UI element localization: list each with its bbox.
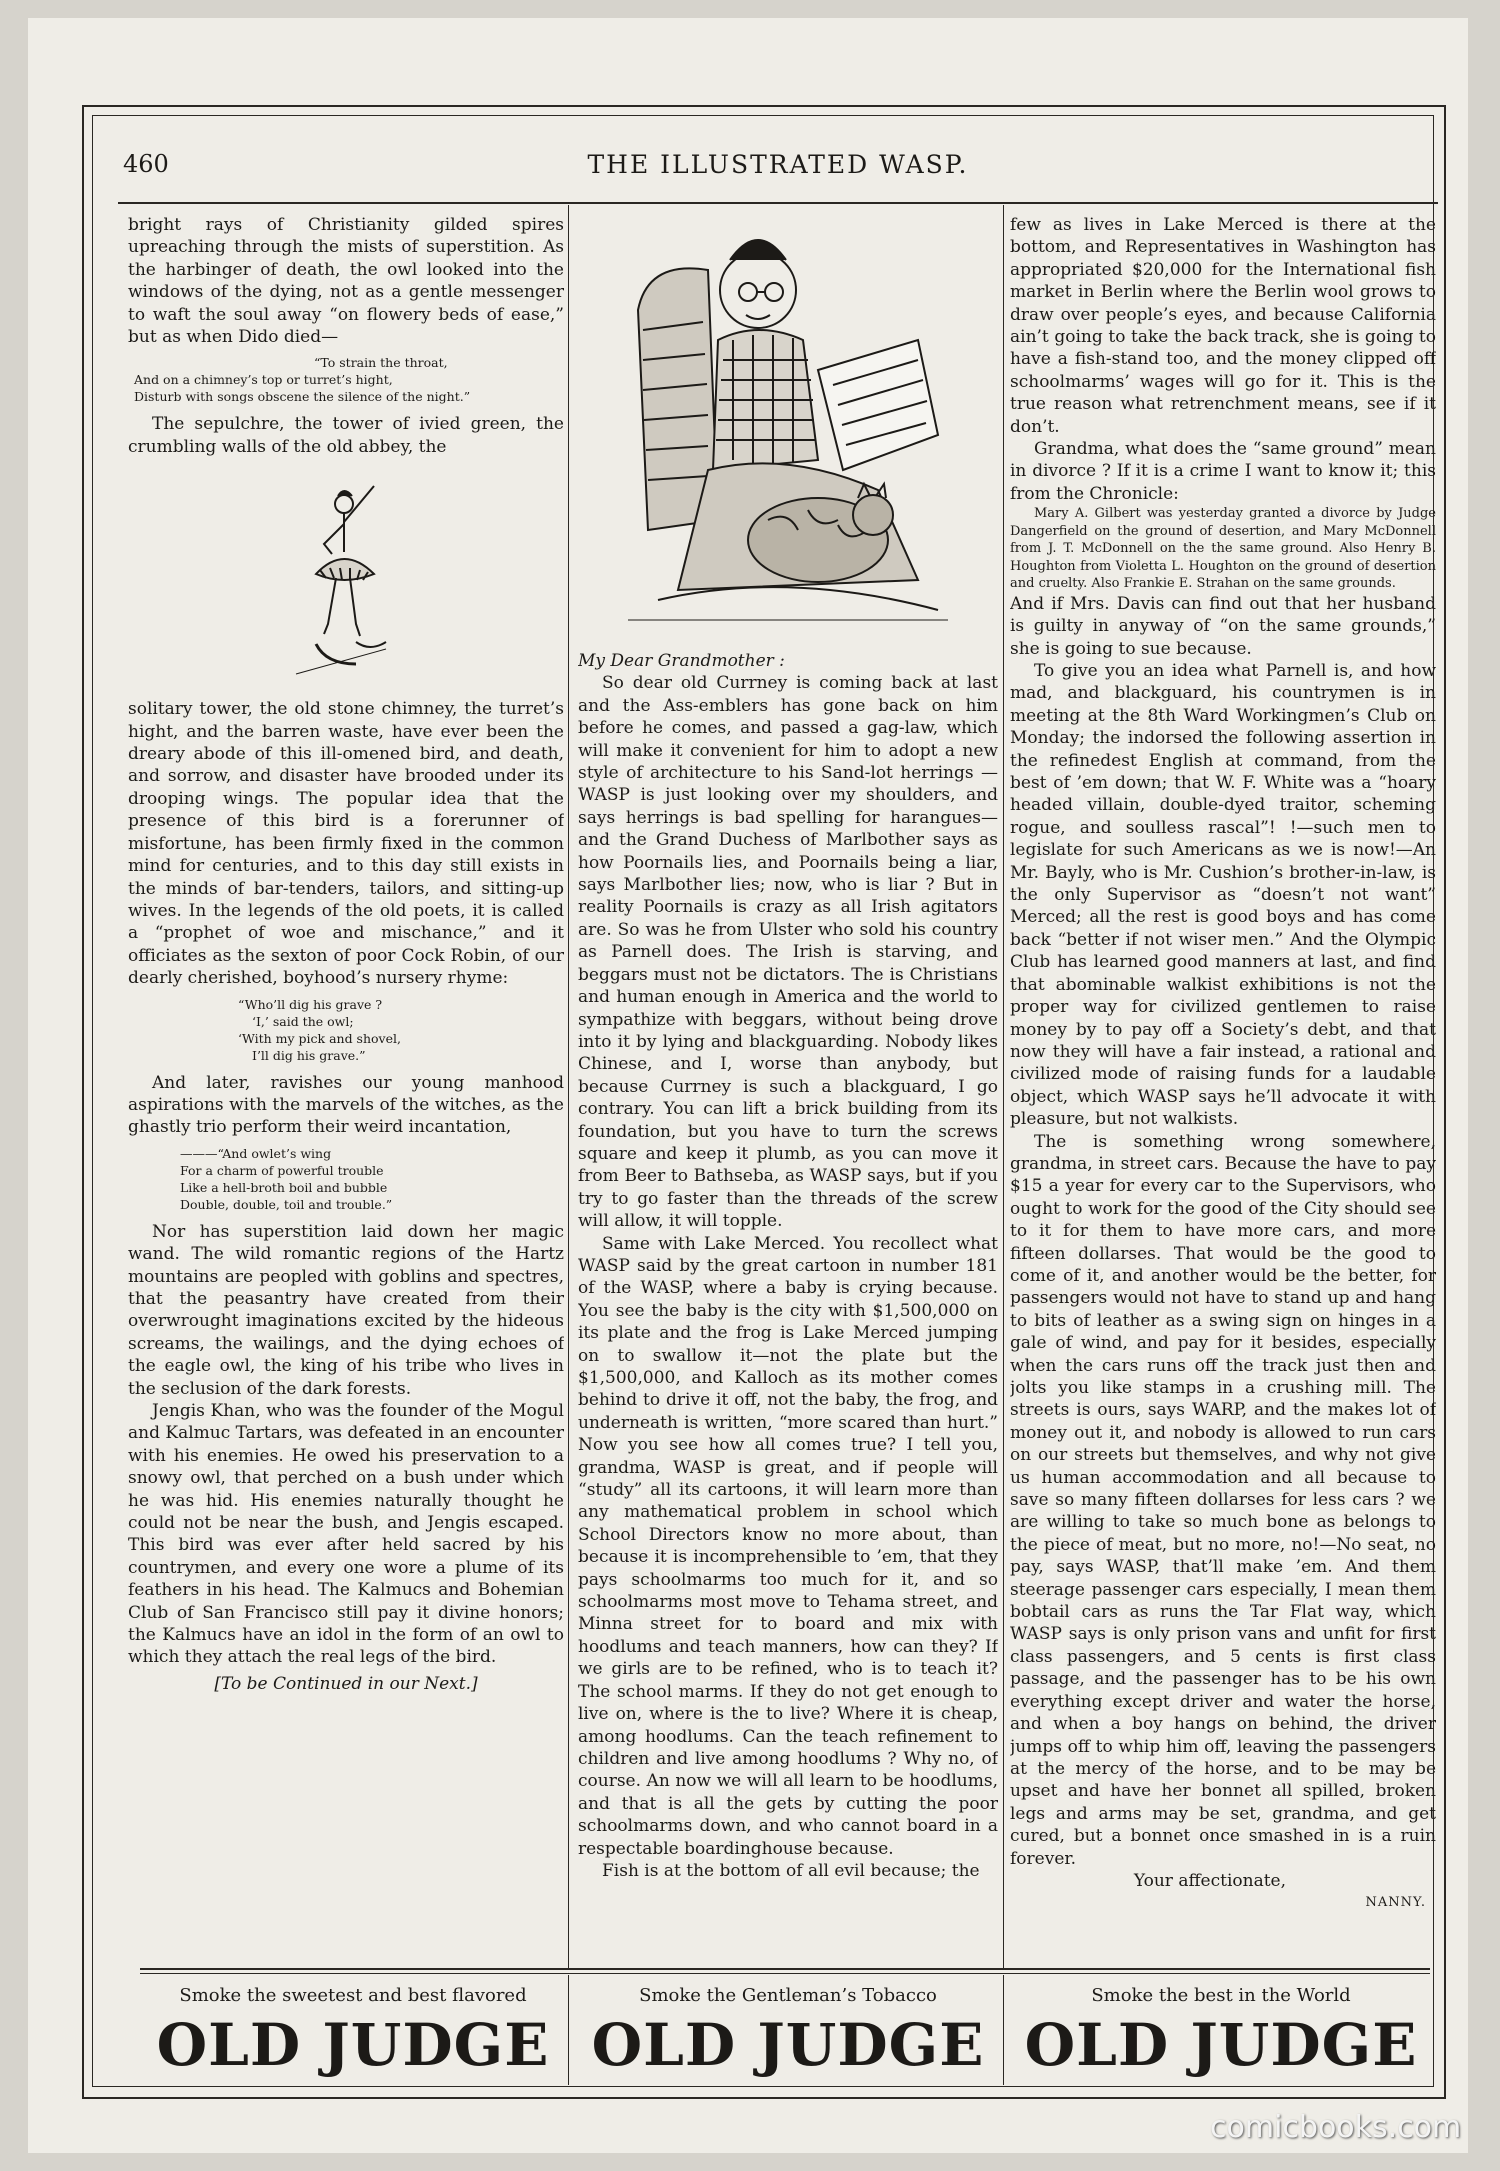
chronicle-quote: Mary A. Gilbert was yesterday granted a divorce by Judge Dangerfield on the ground of desertion, and Mary McDonnell from J. T. McDonnell on the the same ground. Also Henry B. Houghton from Violetta L. Houghton on the ground of desertion and cruelty. Also Frankie E. Strahan on the same grounds. bbox=[1010, 506, 1436, 592]
advert-1-tagline: Smoke the sweetest and best flavored bbox=[179, 1985, 527, 2006]
advert-rule-top bbox=[140, 1968, 1430, 1970]
letter-salutation: My Dear Grandmother : bbox=[578, 651, 785, 671]
advert-1 bbox=[140, 1985, 566, 2078]
col1-paragraph-1: bright rays of Christianity gilded spires upreaching through the mists of superstition. As the harbinger of death, the owl looked into the windows of the dying, not as a gentle messenger to waft the soul away “on flowery beds of ease,” but as when Dido died— bbox=[128, 215, 564, 348]
advert-divider-1 bbox=[568, 1975, 569, 2085]
col3-paragraph-1: few as lives in Lake Merced is there at the bottom, and Representatives in Washington has appropriated $20,000 for the International fish market in Berlin where the Berlin wool grows to draw over people’s eyes, and because California ain’t going to take the back track, she is going to have a fish-stand too, and the money clipped off schoolmarms’ wages will go for it. This is the true reason what retrenchment means, see if it don’t. bbox=[1010, 215, 1436, 437]
col2-paragraph-3: Fish is at the bottom of all evil because; the bbox=[602, 1860, 980, 1881]
advert-3 bbox=[1008, 1985, 1434, 2078]
advert-2-brand: OLD JUDGE bbox=[591, 2011, 985, 2079]
continued-notice: [To be Continued in our Next.] bbox=[214, 1673, 478, 1694]
col2-paragraph-1: So dear old Currney is coming back at last and the Ass-emblers has gone back on him before he comes, and passed a gag-law, which will make it convenient for him to adopt a new style of architecture to his Sand-lot herrings —WASP is just looking over my shoulders, and says herrings is bad spelling for harangues—and the Grand Duchess of Marlbother says as how Poornails lies, and Poornails being a liar, says Marlbother lies; now, who is liar ? But in reality Poornails is crazy as all Irish agitators are. So was he from Ulster who sold his country as Parnell does. The Irish is starving, and beggars must not be dictators. The is Christians and human enough in America and the world to sympathize with beggars, without being drove into it by lying and blackguarding. Nobody likes Chinese, and I, worse than anybody, but because Currney is such a blackguard, I go contrary. You can lift a brick building from its foundation, but you have to turn the screws square and keep it plumb, as you can move it from Beer to Bathseba, as WASP says, but if you try to go faster than the threads of the screw will allow, it will topple. bbox=[578, 673, 998, 1232]
letter-signature: NANNY. bbox=[1365, 1895, 1426, 1911]
advert-divider-2 bbox=[1003, 1975, 1004, 2085]
col1-verse-2: “Who’ll dig his grave ? ‘I,’ said the owl; ‘With my pick and shovel, I’ll dig his grave.” bbox=[238, 996, 401, 1063]
col1-verse-1: “To strain the throat, And on a chimney’s top or turret’s hight, Disturb with songs obscene the silence of the night.” bbox=[134, 355, 471, 405]
advert-3-brand: OLD JUDGE bbox=[1024, 2011, 1418, 2079]
running-head bbox=[118, 150, 1438, 190]
col3-paragraph-5: The is something wrong somewhere, grandma, in street cars. Because the have to pay $15 a year for every car to the Supervisors, who ought to work for the good of the City should see to it for them to have more cars, and more fifteen dollarses. That would be the good to come of it, and another would be the better, for passengers would not have to stand up and hang to bits of leather as a swing sign on hinges in a gale of wind, and pay for it besides, especially when the cars runs off the track just then and jolts you like stamps in a crushing mill. The streets is ours, says WARP, and the makes lot of money out it, and nobody is allowed to run cars on our streets but themselves, and why not give us human accommodation and all because to save so many fifteen dollarses for less cars ? we are willing to take so much bone as belongs to the piece of meat, but no more, no!—No seat, no pay, says WASP, that’ll make ’em. And them steerage passenger cars especially, I mean them bobtail cars as runs the Tar Flat way, which WASP says is only prison vans and unfit for first class passengers, and 5 cents is first class passage, and the passenger has to be his own everything except driver and water the horse, and when a boy hangs on behind, the driver jumps off to whip him off, leaving the passengers at the mercy of the horse, and to be may be upset and have her bonnet all spilled, broken legs and arms may be set, grandma, and get cured, but a bonnet once smashed in is a ruin forever. bbox=[1010, 1131, 1436, 1869]
column-rule-1 bbox=[568, 205, 569, 1970]
col1-verse-3: ———“And owlet’s wing For a charm of powerful trouble Like a hell-broth boil and bubble Double, double, toil and trouble.” bbox=[180, 1145, 393, 1212]
col1-paragraph-4: And later, ravishes our young manhood aspirations with the marvels of the witches, as the ghastly trio perform their weird incantation, bbox=[128, 1072, 564, 1138]
advert-3-tagline: Smoke the best in the World bbox=[1091, 1985, 1351, 2006]
col3-paragraph-2: Grandma, what does the “same ground” mean in divorce ? If it is a crime I want to know it; this from the Chronicle: bbox=[1010, 439, 1436, 504]
column-2 bbox=[578, 214, 998, 1964]
col1-paragraph-3: solitary tower, the old stone chimney, the turret’s hight, and the barren waste, have ever been the dreary abode of this ill-omened bird, and death, and sorrow, and disaster have brooded under its drooping wings. The popular idea that the presence of this bird is a forerunner of misfortune, has been firmly fixed in the common mind for centuries, and to this day still exists in the minds of bar-tenders, tailors, and sitting-up wives. In the legends of the old poets, it is called a “prophet of woe and mischance,” and it officiates as the sexton of poor Cock Robin, of our dearly cherished, boyhood’s nursery rhyme: bbox=[128, 699, 564, 989]
advert-2 bbox=[575, 1985, 1001, 2078]
col3-paragraph-3: And if Mrs. Davis can find out that her husband is guilty in anyway of “on the same grounds,” she is going to sue because. bbox=[1010, 593, 1436, 659]
column-3 bbox=[1010, 214, 1436, 1964]
advert-2-tagline: Smoke the Gentleman’s Tobacco bbox=[639, 1985, 937, 2006]
advert-1-brand: OLD JUDGE bbox=[156, 2011, 550, 2079]
grandmother-reading-illustration-icon bbox=[618, 220, 958, 640]
col2-paragraph-2: Same with Lake Merced. You recollect what WASP said by the great cartoon in number 181 of the WASP, where a baby is crying because. You see the baby is the city with $1,500,000 on its plate and the frog is Lake Merced jumping on to swallow it—not the plate but the $1,500,000, and Kalloch as its mother comes behind to drive it off, not the baby, the frog, and underneath is written, “more scared than hurt.” Now you see how all comes true? I tell you, grandma, WASP is great, and if people will “study” all its cartoons, it will learn more than any mathematical problem in school which School Directors know no more about, than because it is incomprehensible to ’em, that they pays schoolmarms too much for it, and so schoolmarms most move to Tehama street, and Minna street for to board and mix with hoodlums and teach manners, how can they? If we girls are to be refined, who is to teach it? The school marms. If they do not get enough to live on, where is the to live? Where it is cheap, among hoodlums. Can the teach refinement to children and live among hoodlums ? Why no, of course. An now we will all learn to be hoodlums, and that is all the gets by cutting the poor schoolmarms down, and who cannot board in a respectable boardinghouse because. bbox=[578, 1233, 998, 1859]
advert-rule-top-thin bbox=[140, 1973, 1430, 1974]
page-number: 460 bbox=[123, 150, 169, 178]
dancer-illustration-icon bbox=[286, 474, 406, 684]
col3-paragraph-4: To give you an idea what Parnell is, and how mad, and blackguard, his countrymen is in meeting at the 8th Ward Workingmen’s Club on Monday; the indorsed the following assertion in the refinedest English at command, from the best of ’em down; that W. F. White was a “hoary headed villain, double-dyed traitor, scheming rogue, and soulless rascal”! !—such men to legislate for such Americans as we is now!—An Mr. Bayly, who is Mr. Cushion’s brother-in-law, is the only Supervisor as “doesn’t not want” Merced; all the rest is good boys and has come back “better if not wiser men.” And the Olympic Club has learned good manners at last, and find that abominable walkist exhibitions is not the proper way for civilized gentlemen to raise money by to pay off a Society’s debt, and that now they will have a fair instead, a rational and civilized mode of raising funds for a laudable object, which WASP says he’ll advocate it with pleasure, but not walkists. bbox=[1010, 661, 1436, 1130]
letter-closing: Your affectionate, bbox=[1133, 1870, 1286, 1891]
site-watermark: comicbooks.com bbox=[1210, 2110, 1462, 2145]
col1-paragraph-2: The sepulchre, the tower of ivied green, the crumbling walls of the old abbey, the bbox=[128, 414, 564, 457]
header-rule bbox=[118, 202, 1438, 204]
column-rule-2 bbox=[1003, 205, 1004, 1970]
journal-title: THE ILLUSTRATED WASP. bbox=[587, 150, 969, 179]
col1-paragraph-5: Nor has superstition laid down her magic wand. The wild romantic regions of the Hartz mountains are peopled with goblins and spectres, that the peasantry have created from their overwrought imaginations excited by the hideous screams, the wailings, and the dying echoes of the eagle owl, the king of his tribe who lives in the seclusion of the dark forests. bbox=[128, 1221, 564, 1399]
col1-paragraph-6: Jengis Khan, who was the founder of the Mogul and Kalmuc Tartars, was defeated in an encounter with his enemies. He owed his preservation to a snowy owl, that perched on a bush under which he was hid. His enemies naturally thought he could not be near the bush, and Jengis escaped. This bird was ever after held sacred by his countrymen, and every one wore a plume of its feathers in his head. The Kalmucs and Bohemian Club of San Francisco still pay it divine honors; the Kalmucs have an idol in the form of an owl to which they attach the real legs of the bird. bbox=[128, 1401, 564, 1668]
column-1 bbox=[128, 214, 564, 1964]
